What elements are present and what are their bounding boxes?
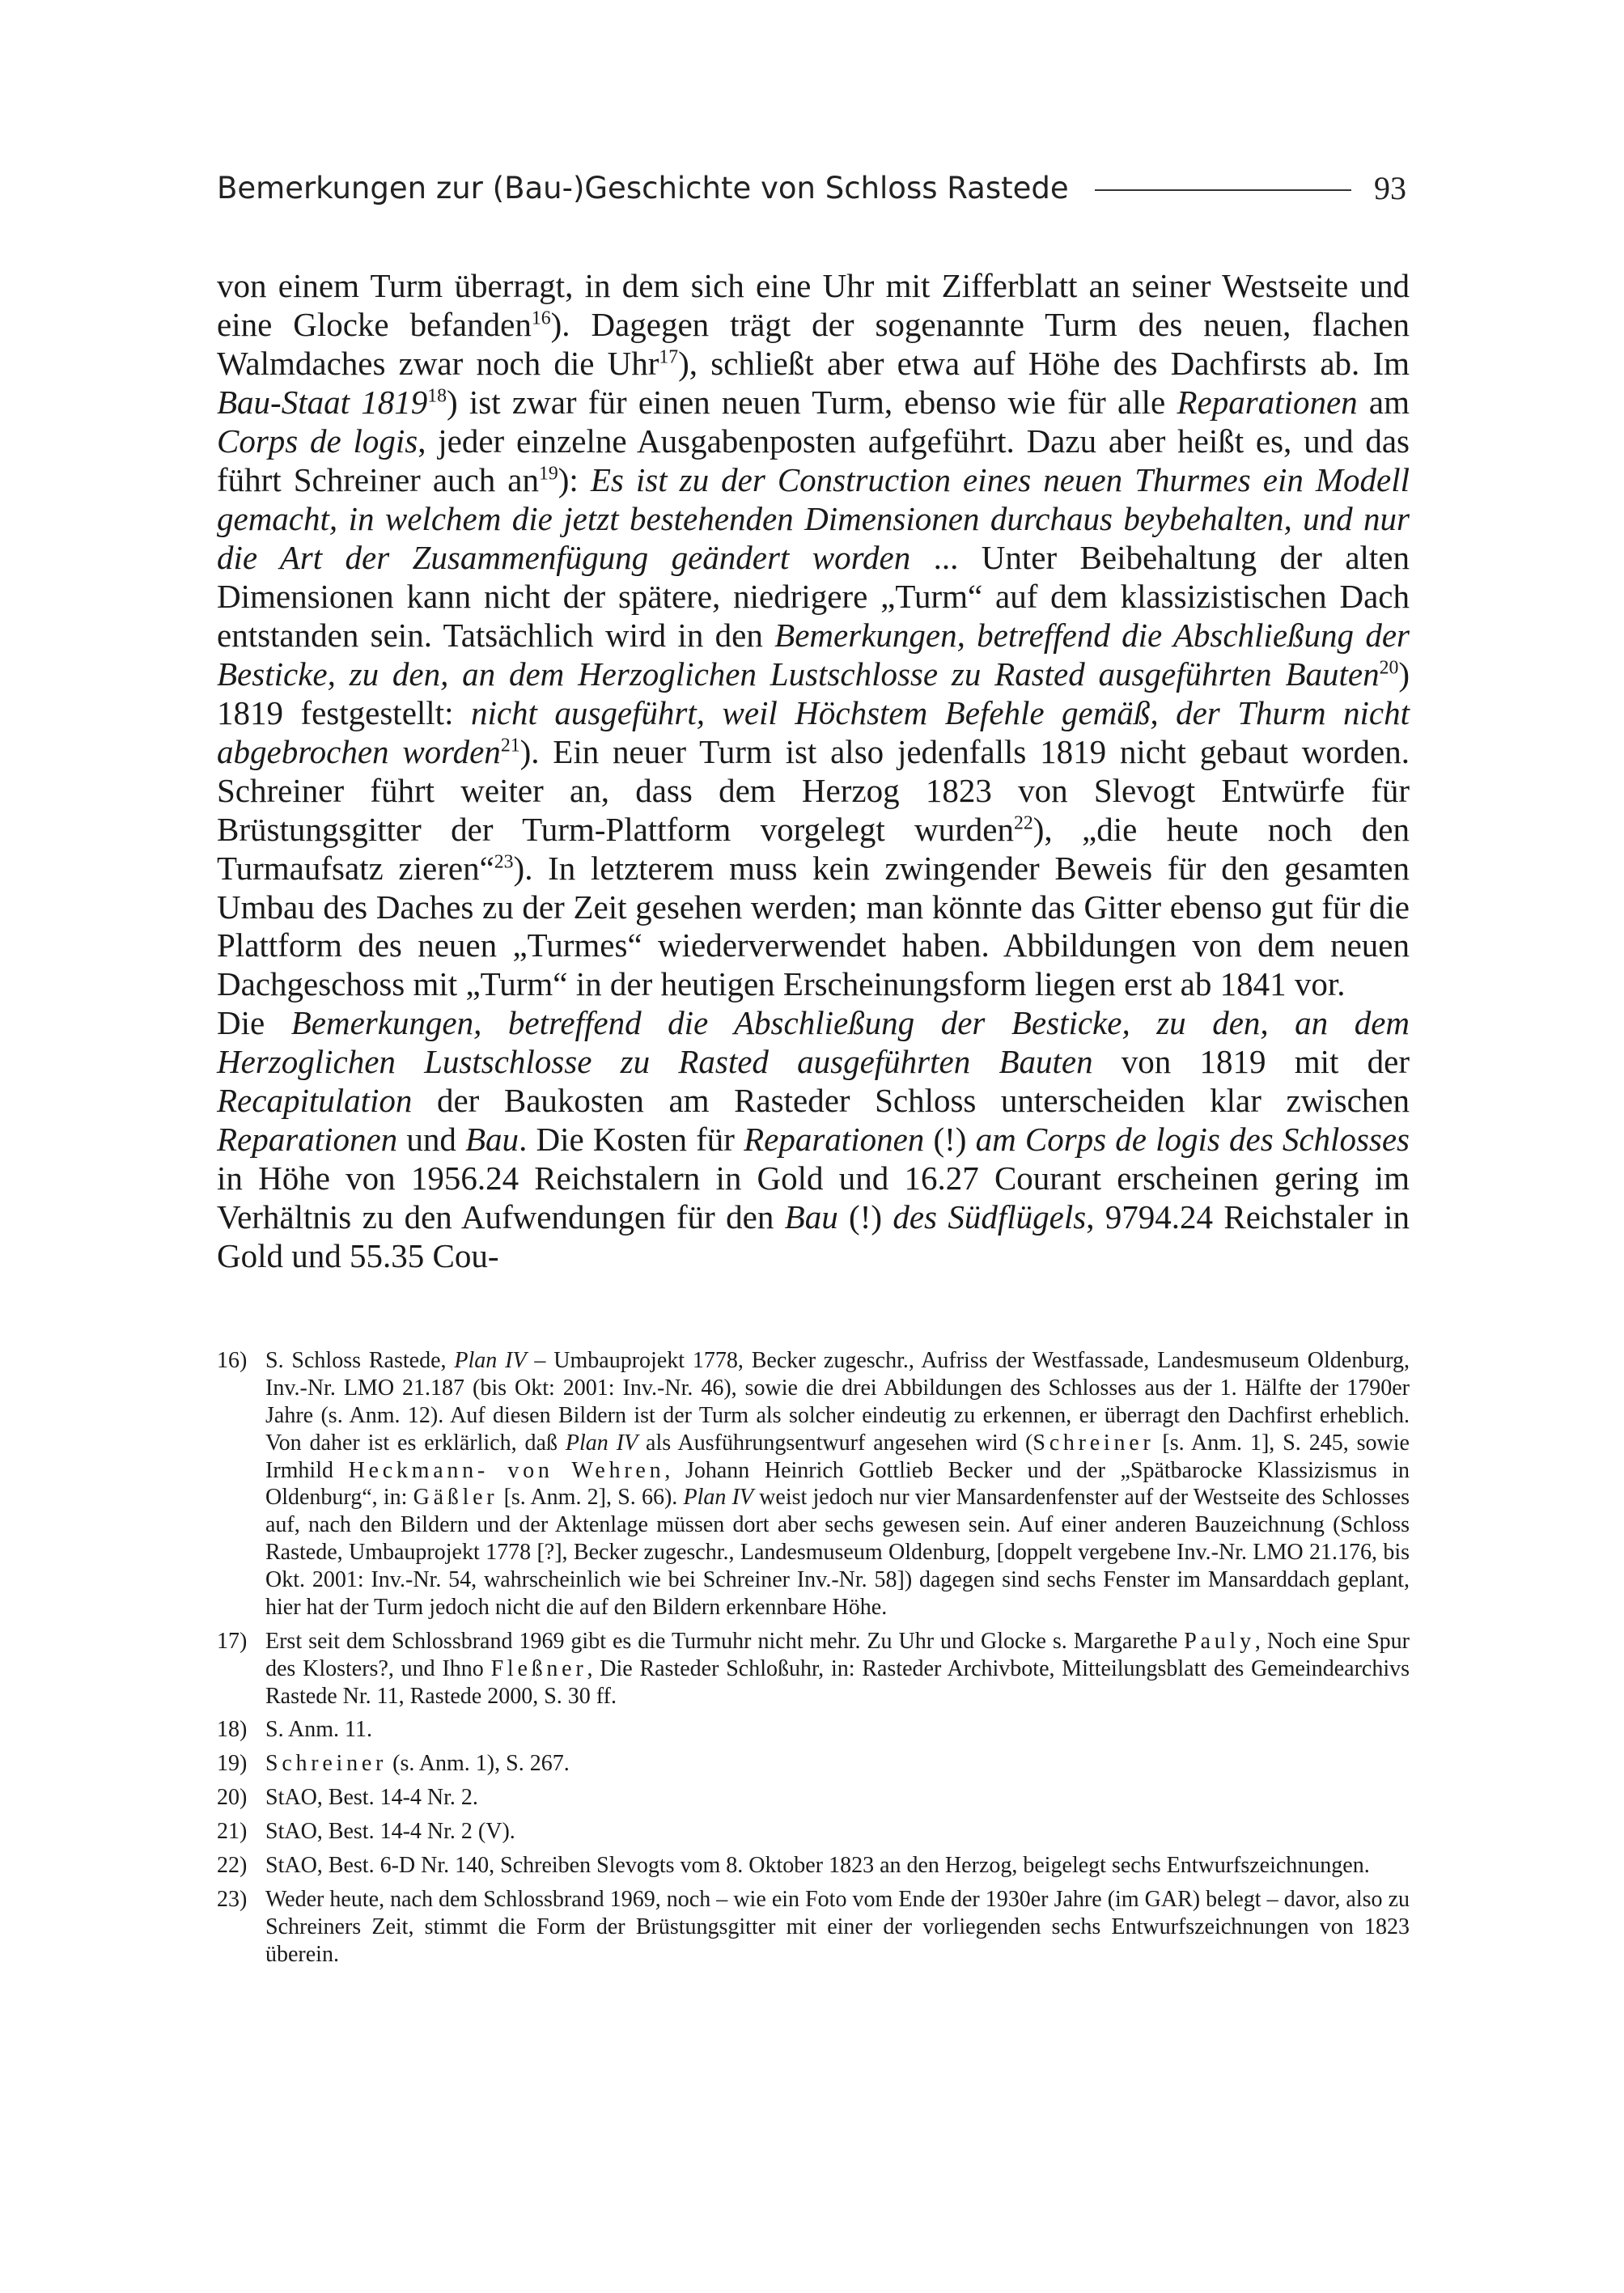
footnote-ref-22[interactable]: 22: [1014, 812, 1033, 833]
text-run: [s. Anm. 1], S. 245, sowie Irmhild: [265, 1430, 1410, 1483]
text-run: ), schließt aber etwa auf Höhe des Dachfirsts ab. Im: [678, 344, 1410, 382]
footnote-text: [265, 1628, 1410, 1710]
italic-run: Bau: [465, 1121, 519, 1159]
text-run: ):: [558, 460, 591, 498]
paragraph-2: [217, 1004, 1410, 1276]
text-run: (!): [924, 1121, 976, 1159]
italic-run: Reparationen: [1177, 383, 1358, 421]
text-run: und: [397, 1121, 466, 1159]
footnote-23: [217, 1886, 1410, 1969]
text-run: (s. Anm. 1), S. 267.: [387, 1751, 570, 1777]
footnote-ref-16[interactable]: 16: [531, 307, 551, 329]
footnote-text: Weder heute, nach dem Schlossbrand 1969, noch – wie ein Foto vom Ende der 1930er Jahre (im GAR) belegt – davor, also zu Schreiners Zeit, stimmt die Form der Brüstungsgitter mit einer der vorliegenden sechs Entwurfszeichnungen von 1823 überein.: [265, 1886, 1410, 1967]
header-rule: [1095, 189, 1351, 191]
footnote-ref-19[interactable]: 19: [539, 463, 558, 485]
text-run: S. Schloss Rastede,: [265, 1348, 455, 1373]
footnote-22: [217, 1852, 1410, 1880]
text-run: – Umbauprojekt 1778, Becker zugeschr., Aufriss der Westfassade, Landesmuseum Oldenburg, Inv.-Nr. LMO 21.187 (bis Okt: 2001: Inv.-Nr. 46), sowie die drei Abbildungen des Schlosses aus der 1. Hälfte der 1790er Jahre (s. Anm. 12). Auf diesen Bildern ist der Turm als solcher eindeutig zu erkennen, er überragt den Dachfirst erheblich. Von daher ist es erklärlich, daß: [265, 1348, 1410, 1456]
text-run: ). Dagegen trägt der sogenannte Turm des neuen, flachen Walmdaches zwar noch die Uhr: [217, 305, 1410, 382]
text-run: von einem Turm überragt, in dem sich eine Uhr mit Zifferblatt an seiner Westseite und eine Glocke befanden: [217, 267, 1410, 343]
text-run: weist jedoch nur vier Mansardenfenster auf der Westseite des Schlosses auf, nach den Bildern und der Aktenlage müssen dort aber sechs gewesen sein. Auf einer anderen Bauzeichnung (Schloss Rastede, Umbauprojekt 1778 [?], Becker zugeschr., Landesmuseum Oldenburg, [doppelt vergebene Inv.-Nr. LMO 21.176, bis Okt. 2001: Inv.-Nr. 54, wahrscheinlich wie bei Schreiner Inv.-Nr. 58]) dagegen sind sechs Fenster im Mansarddach geplant, hier hat der Turm jedoch nicht die auf den Bildern erkennbare Höhe.: [265, 1485, 1410, 1620]
footnote-text: StAO, Best. 6-D Nr. 140, Schreiben Slevogts vom 8. Oktober 1823 an den Herzog, beigelegt sechs Entwurfszeichnungen.: [265, 1852, 1370, 1878]
footnote-21: [217, 1818, 1410, 1846]
italic-run: des Südflügels: [893, 1198, 1087, 1236]
text-run: ) ist zwar für einen neuen Turm, ebenso wie für alle: [447, 383, 1177, 421]
footnote-text: S. Anm. 11.: [265, 1717, 372, 1743]
text-run: Die: [217, 1004, 291, 1042]
italic-run: Reparationen: [744, 1121, 925, 1159]
footnote-ref-20[interactable]: 20: [1379, 657, 1399, 679]
italic-run: Bemerkungen, betreffend die Abschließung der Besticke, zu den, an dem Herzoglichen Lustschlosse zu Rasted ausgeführten Bauten: [217, 1004, 1410, 1081]
footnote-number: 23): [217, 1886, 248, 1912]
running-header: [217, 167, 1406, 209]
italic-run: Reparationen: [217, 1121, 398, 1159]
footnote-text: [265, 1347, 1410, 1621]
text-run: als Ausführungsentwurf angesehen wird (: [638, 1430, 1033, 1456]
italic-run: Plan IV: [683, 1485, 754, 1511]
main-text: [217, 267, 1410, 1276]
footnote-text: StAO, Best. 14-4 Nr. 2 (V).: [265, 1819, 515, 1844]
text-run: . Die Kosten für: [519, 1121, 744, 1159]
page-number: 93: [1374, 169, 1406, 206]
italic-run: am Corps de logis des Schlosses: [975, 1121, 1410, 1159]
footnote-ref-21[interactable]: 21: [500, 734, 520, 756]
footnote-ref-17[interactable]: 17: [659, 346, 679, 368]
text-run: von 1819 mit der: [1092, 1043, 1410, 1081]
author-name: Schreiner: [265, 1751, 388, 1777]
italic-run: Corps de logis: [217, 422, 418, 460]
text-run: , jeder einzelne Ausgabenposten aufgeführt. Dazu aber heißt es, und das führt Schreiner auch an: [217, 422, 1410, 498]
footnote-number: 16): [217, 1348, 248, 1373]
text-run: der Baukosten am Rasteder Schloss unterscheiden klar zwischen: [412, 1082, 1410, 1120]
footnote-number: 21): [217, 1819, 248, 1844]
text-run: ... Unter Beibehaltung der alten Dimensionen kann nicht der spätere, niedrigere „Turm“ auf dem klassizistischen Dach entstanden sein. Tatsächlich wird in den: [217, 538, 1410, 654]
italic-run: Bau: [784, 1198, 838, 1236]
italic-run: nicht ausgeführt, weil Höchstem Befehle gemäß, der Thurm nicht abgebrochen worden: [217, 693, 1410, 770]
footnotes: [217, 1347, 1410, 1974]
text-run: , Die Rasteder Schloßuhr, in: Rasteder Archivbote, Mitteilungsblatt des Gemeindearchivs Rastede Nr. 11, Rastede 2000, S. 30 ff.: [265, 1655, 1410, 1709]
text-run: , 9794.24 Reichstaler in Gold und 55.35 Cou-: [217, 1198, 1410, 1275]
footnote-number: 20): [217, 1785, 248, 1811]
footnote-18: [217, 1716, 1410, 1744]
text-run: ) 1819 festgestellt:: [217, 655, 1410, 731]
text-run: ), „die heute noch den Turmaufsatz zieren“: [217, 810, 1410, 887]
footnote-17: [217, 1628, 1410, 1710]
text-run: in Höhe von 1956.24 Reichstalern in Gold und 16.27 Courant erscheinen gering im Verhältnis zu den Aufwendungen für den: [217, 1159, 1410, 1236]
italic-run: Plan IV: [565, 1430, 638, 1456]
footnote-number: 18): [217, 1717, 248, 1743]
footnote-number: 17): [217, 1628, 248, 1654]
text-run: (!): [837, 1198, 893, 1236]
author-name: Gäßler: [413, 1485, 498, 1511]
footnote-16: [217, 1347, 1410, 1621]
footnote-20: [217, 1784, 1410, 1812]
footnote-ref-18[interactable]: 18: [427, 385, 447, 407]
author-name: Pauly: [1184, 1628, 1255, 1654]
italic-run: Bemerkungen, betreffend die Abschließung der Besticke, zu den, an dem Herzoglichen Lustschlosse zu Rasted ausgeführten Bauten: [217, 616, 1410, 693]
italic-run: Recapitulation: [217, 1082, 413, 1120]
footnote-number: 22): [217, 1852, 248, 1878]
italic-run: Bau-Staat 1819: [217, 383, 428, 421]
text-run: Erst seit dem Schlossbrand 1969 gibt es die Turmuhr nicht mehr. Zu Uhr und Glocke s. Margarethe: [265, 1628, 1185, 1654]
text-run: [s. Anm. 2], S. 66).: [498, 1485, 684, 1511]
text-run: , Johann Heinrich Gottlieb Becker und der „Spätbarocke Klassizismus in Oldenburg“, in:: [265, 1457, 1410, 1511]
text-run: , Noch eine Spur des Klosters?, und Ihno: [265, 1628, 1410, 1681]
author-name: Heckmann- von Wehren: [348, 1457, 665, 1483]
footnote-text: StAO, Best. 14-4 Nr. 2.: [265, 1785, 478, 1811]
footnote-19: [217, 1750, 1410, 1778]
text-run: ). Ein neuer Turm ist also jedenfalls 1819 nicht gebaut worden. Schreiner führt weiter an, dass dem Herzog 1823 von Slevogt Entwürfe für Brüstungsgitter der Turm-Plattform vorgelegt wurden: [217, 732, 1410, 848]
footnote-text: [265, 1750, 1410, 1778]
header-title: Bemerkungen zur (Bau-)Geschichte von Schloss Rastede: [217, 170, 1069, 206]
paragraph-1: [217, 267, 1410, 1004]
italic-run: Plan IV: [454, 1348, 527, 1373]
footnote-ref-23[interactable]: 23: [494, 850, 514, 872]
text-run: ). In letzterem muss kein zwingender Beweis für den gesamten Umbau des Daches zu der Zeit gesehen werden; man könnte das Gitter ebenso gut für die Plattform des neuen „Turmes“ wiederverwendet haben. Abbildungen von dem neuen Dachgeschoss mit „Turm“ in der heutigen Erscheinungsform liegen erst ab 1841 vor.: [217, 849, 1410, 1003]
italic-run: Es ist zu der Construction eines neuen Thurmes ein Modell gemacht, in welchem die jetzt bestehenden Dimensionen durchaus beybehalten, und nur die Art der Zusammenfügung geändert worden: [217, 460, 1410, 576]
author-name: Fleßner: [490, 1655, 587, 1681]
footnote-number: 19): [217, 1751, 248, 1777]
text-run: am: [1357, 383, 1410, 421]
author-name: Schreiner: [1032, 1430, 1155, 1456]
